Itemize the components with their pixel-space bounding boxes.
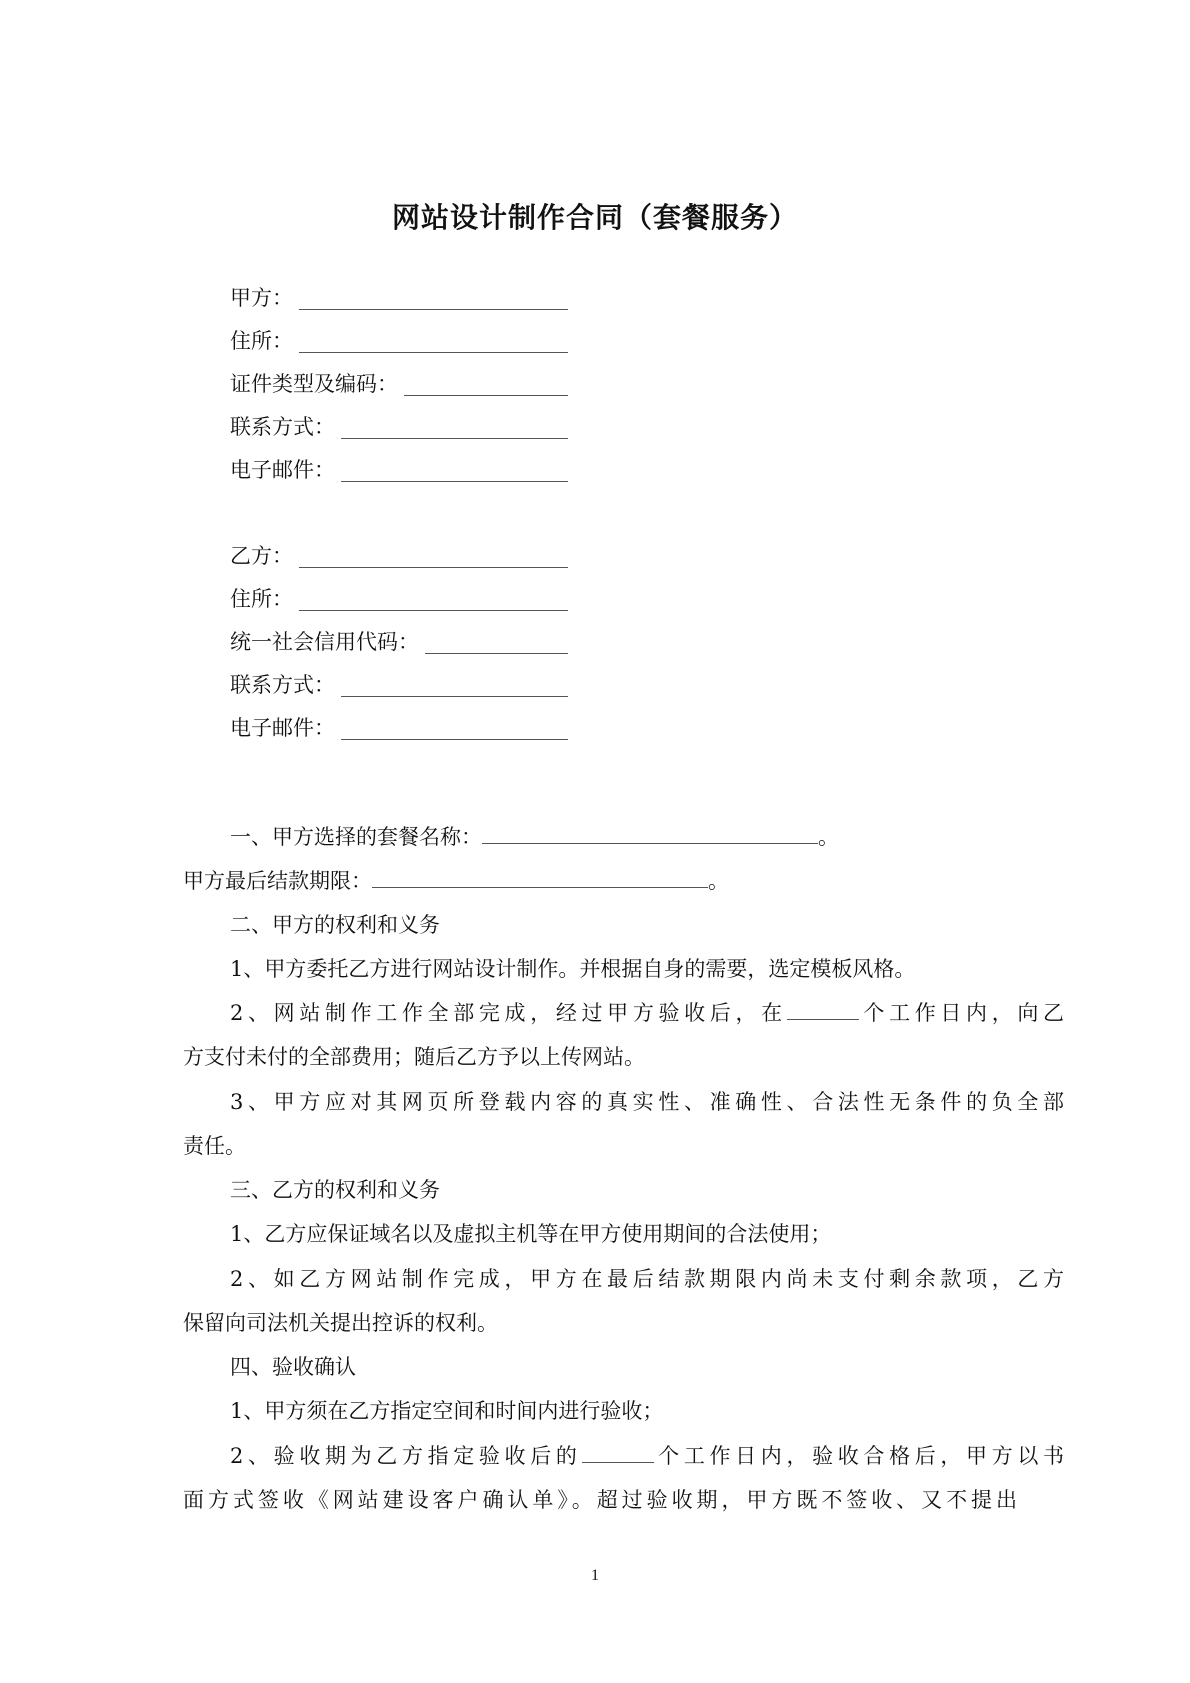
payment-deadline-line bbox=[183, 866, 1017, 896]
period: 。 bbox=[708, 869, 729, 893]
blank-line[interactable] bbox=[299, 287, 568, 310]
section-4-item-2-cont: 面方式签收《网站建设客户确认单》。超过验收期，甲方既不签收、又不提出 bbox=[183, 1488, 1017, 1512]
text: 2、验收期为乙方指定验收后的 bbox=[230, 1444, 582, 1468]
section-3-item-1: 1、乙方应保证域名以及虚拟主机等在甲方使用期间的合法使用； bbox=[230, 1222, 832, 1246]
party-a-address-field bbox=[230, 326, 568, 356]
acceptance-days-blank[interactable] bbox=[582, 1444, 654, 1463]
field-label: 乙方： bbox=[230, 544, 293, 568]
text: 个工作日内，验收合格后，甲方以书 bbox=[653, 1444, 1064, 1468]
page-number: 1 bbox=[591, 1567, 599, 1584]
field-label: 电子邮件： bbox=[230, 716, 335, 740]
blank-line[interactable] bbox=[341, 717, 568, 740]
section-2-item-2 bbox=[183, 998, 1064, 1028]
package-name-label: 一、甲方选择的套餐名称： bbox=[230, 825, 482, 849]
party-a-email-field bbox=[230, 455, 568, 485]
blank-line[interactable] bbox=[425, 631, 568, 654]
field-label: 甲方： bbox=[230, 286, 293, 310]
period: 。 bbox=[818, 825, 839, 849]
page-title: 网站设计制作合同（套餐服务） bbox=[391, 201, 798, 234]
party-b-credit-code-field bbox=[230, 627, 568, 657]
party-a-name-field bbox=[230, 283, 568, 313]
text: 个工作日内，向乙 bbox=[858, 1001, 1065, 1025]
blank-line[interactable] bbox=[341, 674, 568, 697]
blank-line[interactable] bbox=[404, 373, 568, 396]
field-label: 住所： bbox=[230, 587, 293, 611]
section-2-item-1: 1、甲方委托乙方进行网站设计制作。并根据自身的需要，选定模板风格。 bbox=[230, 957, 916, 981]
section-3-item-2-cont: 保留向司法机关提出控诉的权利。 bbox=[183, 1311, 498, 1335]
field-label: 联系方式： bbox=[230, 415, 335, 439]
blank-line[interactable] bbox=[299, 588, 568, 611]
workdays-blank[interactable] bbox=[787, 1001, 859, 1020]
package-name-blank[interactable] bbox=[482, 825, 818, 844]
party-b-contact-field bbox=[230, 670, 568, 700]
section-3-heading: 三、乙方的权利和义务 bbox=[230, 1178, 440, 1202]
blank-line[interactable] bbox=[341, 459, 568, 482]
section-4-heading: 四、验收确认 bbox=[230, 1355, 356, 1379]
field-label: 联系方式： bbox=[230, 673, 335, 697]
party-b-email-field bbox=[230, 713, 568, 743]
text: 2、网站制作工作全部完成，经过甲方验收后，在 bbox=[230, 1001, 787, 1025]
section-2-item-2-cont: 方支付未付的全部费用；随后乙方予以上传网站。 bbox=[183, 1045, 645, 1069]
section-2-item-3: 3、甲方应对其网页所登载内容的真实性、准确性、合法性无条件的负全部 bbox=[230, 1090, 1064, 1114]
party-a-contact-field bbox=[230, 412, 568, 442]
section-4-item-1: 1、甲方须在乙方指定空间和时间内进行验收； bbox=[230, 1399, 664, 1423]
section-4-item-2 bbox=[183, 1441, 1064, 1471]
payment-deadline-blank[interactable] bbox=[372, 869, 708, 888]
payment-deadline-label: 甲方最后结款期限： bbox=[183, 869, 372, 893]
party-a-id-field bbox=[230, 369, 568, 399]
section-2-item-3-cont: 责任。 bbox=[183, 1134, 246, 1158]
party-b-address-field bbox=[230, 584, 568, 614]
field-label: 证件类型及编码： bbox=[230, 372, 398, 396]
package-name-line bbox=[183, 822, 1064, 852]
section-3-item-2: 2、如乙方网站制作完成，甲方在最后结款期限内尚未支付剩余款项，乙方 bbox=[230, 1267, 1064, 1291]
blank-line[interactable] bbox=[299, 545, 568, 568]
blank-line[interactable] bbox=[299, 330, 568, 353]
field-label: 统一社会信用代码： bbox=[230, 630, 419, 654]
field-label: 电子邮件： bbox=[230, 458, 335, 482]
blank-line[interactable] bbox=[341, 416, 568, 439]
section-2-heading: 二、甲方的权利和义务 bbox=[230, 913, 440, 937]
party-b-name-field bbox=[230, 541, 568, 571]
field-label: 住所： bbox=[230, 329, 293, 353]
